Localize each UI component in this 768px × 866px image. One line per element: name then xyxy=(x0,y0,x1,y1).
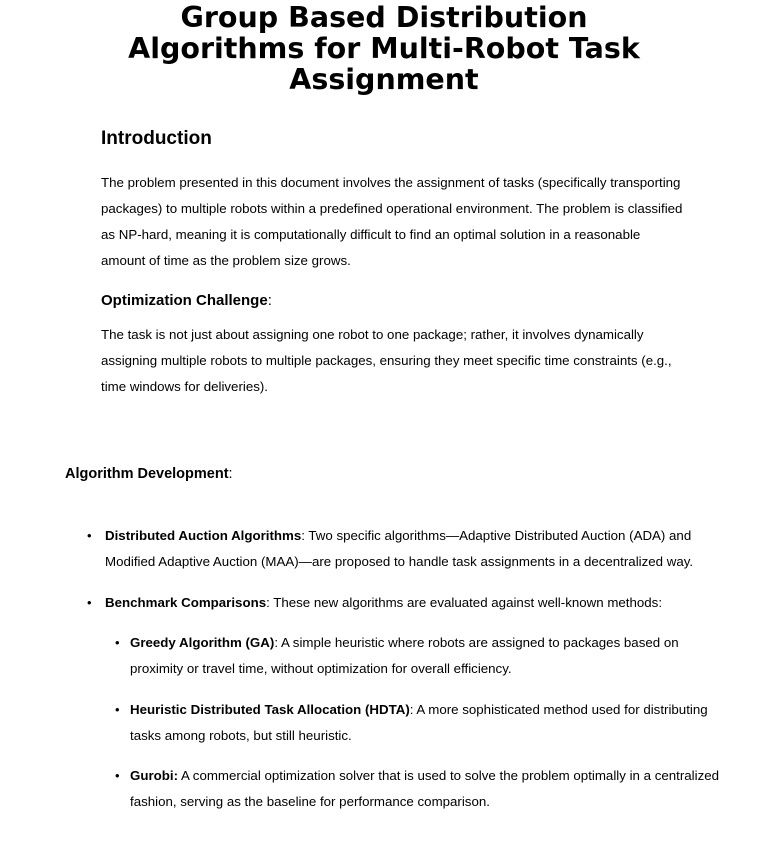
sub-list-item xyxy=(115,630,679,682)
list-item xyxy=(87,590,663,616)
list-item xyxy=(87,523,694,575)
item-term: Greedy Algorithm (GA) xyxy=(130,635,275,650)
title-line: Group Based Distribution xyxy=(180,1,588,34)
bullet-glyph: • xyxy=(87,528,92,543)
sub-list-item xyxy=(115,697,708,749)
item-first-line xyxy=(130,697,708,723)
item-text: : These new algorithms are evaluated against well-known methods: xyxy=(266,595,663,610)
item-text: A commercial optimization solver that is used to solve the problem optimally in a centralized xyxy=(178,768,720,783)
document-title xyxy=(84,2,684,95)
item-continuation: fashion, serving as the baseline for performance comparison. xyxy=(130,794,490,809)
item-text: : A simple heuristic where robots are assigned to packages based on xyxy=(274,635,679,650)
paragraph-line: assigning multiple robots to multiple packages, ensuring they meet specific time constraints (e.g., xyxy=(101,353,672,368)
paragraph-line: time windows for deliveries). xyxy=(101,379,269,394)
item-continuation: tasks among robots, but still heuristic. xyxy=(130,728,352,743)
bullet-glyph: • xyxy=(87,595,92,610)
item-first-line xyxy=(130,763,719,789)
item-term: Gurobi: xyxy=(130,768,179,783)
algorithm-development-heading xyxy=(65,463,233,485)
introduction-paragraph xyxy=(101,170,682,274)
bullet-glyph: • xyxy=(115,768,120,783)
heading-colon: : xyxy=(228,466,233,482)
item-continuation: Modified Adaptive Auction (MAA)—are proposed to handle task assignments in a decentralized way. xyxy=(105,554,694,569)
title-line: Assignment xyxy=(289,63,479,96)
bullet-glyph: • xyxy=(115,702,120,717)
item-first-line xyxy=(105,590,662,616)
paragraph-line: packages) to multiple robots within a predefined operational environment. The problem is classified xyxy=(101,201,683,216)
optimization-challenge-paragraph xyxy=(101,322,672,400)
item-term: Heuristic Distributed Task Allocation (HDTA) xyxy=(130,702,410,717)
heading-colon: : xyxy=(267,292,272,309)
item-continuation: proximity or travel time, without optimization for overall efficiency. xyxy=(130,661,512,676)
item-term: Distributed Auction Algorithms xyxy=(105,528,302,543)
item-first-line xyxy=(130,630,679,656)
optimization-challenge-heading xyxy=(101,290,272,312)
sub-list-item xyxy=(115,763,720,815)
item-text: : Two specific algorithms—Adaptive Distributed Auction (ADA) and xyxy=(301,528,692,543)
item-first-line xyxy=(105,523,693,549)
heading-text: Optimization Challenge xyxy=(101,292,268,309)
paragraph-line: The task is not just about assigning one robot to one package; rather, it involves dynamically xyxy=(101,327,644,342)
item-term: Benchmark Comparisons xyxy=(105,595,267,610)
title-line: Algorithms for Multi-Robot Task xyxy=(128,32,640,65)
paragraph-line: The problem presented in this document involves the assignment of tasks (specifically transporting xyxy=(101,175,681,190)
bullet-glyph: • xyxy=(115,635,120,650)
item-text: : A more sophisticated method used for distributing xyxy=(409,702,708,717)
heading-text: Algorithm Development xyxy=(65,466,229,482)
introduction-heading: Introduction xyxy=(101,128,212,149)
paragraph-line: as NP-hard, meaning it is computationally difficult to find an optimal solution in a reasonable xyxy=(101,227,641,242)
paragraph-line: amount of time as the problem size grows. xyxy=(101,253,351,268)
